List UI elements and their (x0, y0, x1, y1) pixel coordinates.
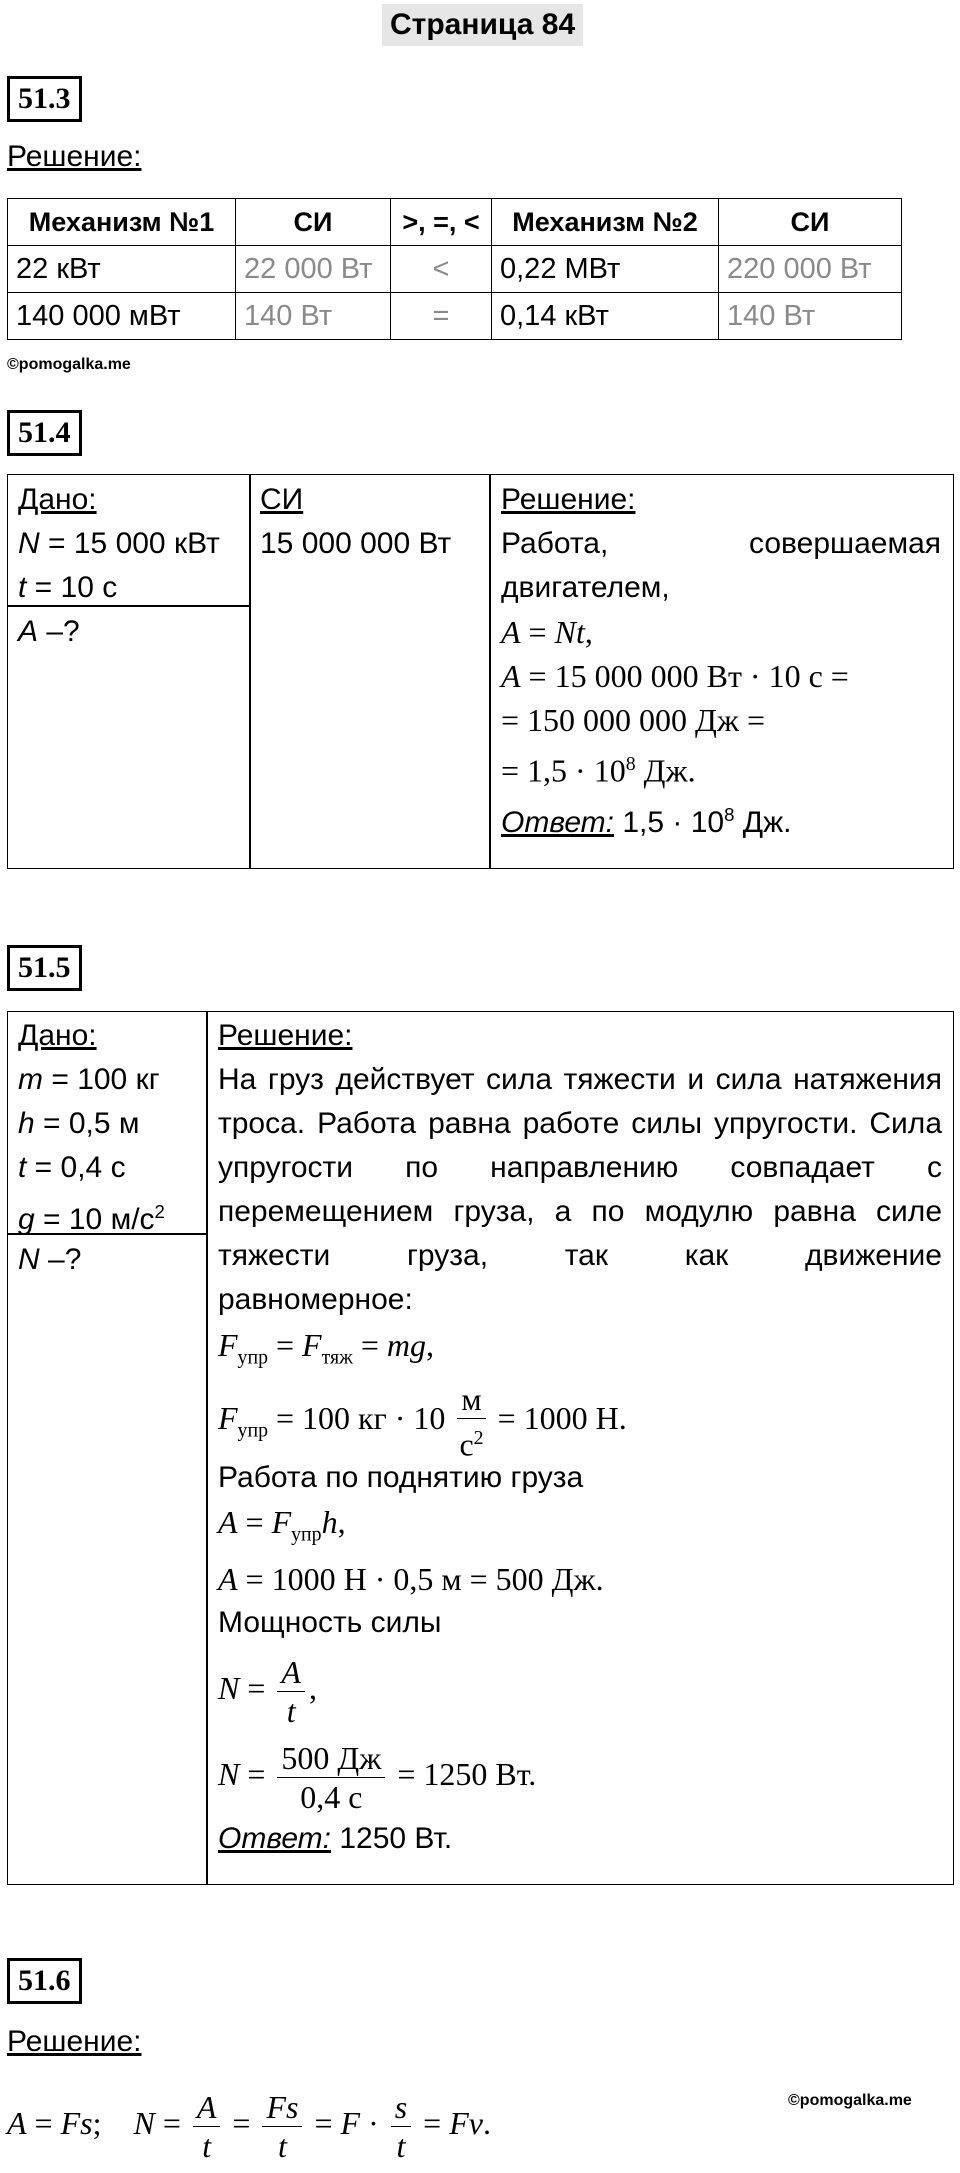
solution-text: Работа по поднятию груза (218, 1461, 584, 1495)
solution-text: На груз действует сила тяжести и сила натяжения троса. Работа равна работе силы упругости. Сила упругости по направлению совпадает с перемещением груза, а по модулю равна силе тяжести груза, так как движение (218, 1063, 942, 1272)
cell: = (391, 293, 492, 340)
answer-51-5: Ответ: 1250 Вт. (218, 1821, 453, 1855)
table-header-row (8, 199, 902, 246)
solution-label: Решение: (501, 483, 636, 516)
table-row (8, 293, 902, 340)
solution-block-51-4 (501, 478, 941, 845)
formula-51-6: A = Fs; N = $\frac{A}{t}$ = $\frac{Fs}{t}$ = F · $\frac{s}{t}$ = Fv. (7, 2089, 491, 2165)
si-label: СИ (260, 483, 304, 516)
solution-label-51-6: Решение: (7, 2025, 142, 2058)
problem-number-51-6: 51.6 (7, 1958, 82, 2004)
find-51-5: N –? (18, 1243, 82, 1276)
cell: 0,22 МВт (492, 246, 719, 293)
cell: < (391, 246, 492, 293)
given-h: h = 0,5 м (18, 1107, 140, 1140)
page-title: Страница 84 (382, 4, 583, 46)
col-header-mechanism2: Механизм №2 (492, 199, 719, 246)
equation: $F_{упр} = F_{тяж}$ = mg, (218, 1327, 434, 1369)
solution-text: Работа, (501, 527, 609, 560)
given-block-51-5 (18, 1014, 165, 1242)
watermark: ©pomogalka.me (7, 356, 131, 373)
cell: 22 кВт (8, 246, 236, 293)
answer-51-4: Ответ: $1,5 \cdot 10^8$ Дж. (501, 803, 792, 839)
solution-text: двигателем, (501, 571, 670, 604)
equation: A = Nt, (501, 614, 593, 650)
comparison-table (7, 198, 902, 340)
equation: $F_{упр} = 100$ кг · 10 $\frac{м}{с^2}$ = 1000 Н. (218, 1381, 627, 1464)
table-row (8, 246, 902, 293)
find-51-4: A –? (18, 615, 80, 648)
solution-label: Решение: (218, 1019, 353, 1052)
given-block-51-4 (18, 478, 220, 610)
col-header-si2: СИ (719, 199, 902, 246)
solution-text: Мощность силы (218, 1605, 442, 1639)
equation: N = $\frac{A}{t}$ , (218, 1653, 317, 1729)
equation: A = 1000 Н · 0,5 м = 500 Дж. (218, 1560, 604, 1597)
solution-text: равномерное: (218, 1283, 413, 1316)
problem-number-51-3: 51.3 (7, 76, 82, 122)
solution-label-51-3: Решение: (7, 140, 142, 173)
equation: N = $\frac{500 Дж}{0,4 с}$ = 1250 Вт. (218, 1739, 537, 1815)
equation: = 150 000 000 Дж = (501, 702, 766, 738)
col-header-mechanism1: Механизм №1 (8, 199, 236, 246)
equation: = $1,5 \cdot 10^8$ Дж. (501, 752, 696, 789)
given-N: N = 15 000 кВт (18, 527, 220, 560)
cell: 0,14 кВт (492, 293, 719, 340)
problem-number-51-4: 51.4 (7, 410, 82, 456)
solution-block-51-5 (218, 1014, 942, 1861)
given-g: g = 10 $м/с^2$ (18, 1201, 165, 1236)
problem-number-51-5: 51.5 (7, 945, 82, 991)
solution-text: совершаемая (749, 527, 941, 560)
given-t: t = 10 с (18, 571, 118, 604)
given-label: Дано: (18, 1019, 97, 1052)
given-m: m = 100 кг (18, 1063, 160, 1096)
cell: 140 Вт (236, 293, 391, 340)
equation: A = 15 000 000 Вт · 10 с = (501, 658, 849, 694)
si-block-51-4 (260, 478, 451, 566)
watermark: ©pomogalka.me (788, 2092, 912, 2109)
cell: 220 000 Вт (719, 246, 902, 293)
cell: 140 Вт (719, 293, 902, 340)
cell: 22 000 Вт (236, 246, 391, 293)
cell: 140 000 мВт (8, 293, 236, 340)
si-value: 15 000 000 Вт (260, 527, 452, 560)
equation: $A = F_{упр}h$, (218, 1504, 346, 1546)
given-t: t = 0,4 с (18, 1151, 126, 1184)
given-label: Дано: (18, 483, 97, 516)
col-header-compare: >, =, < (391, 199, 492, 246)
col-header-si1: СИ (236, 199, 391, 246)
